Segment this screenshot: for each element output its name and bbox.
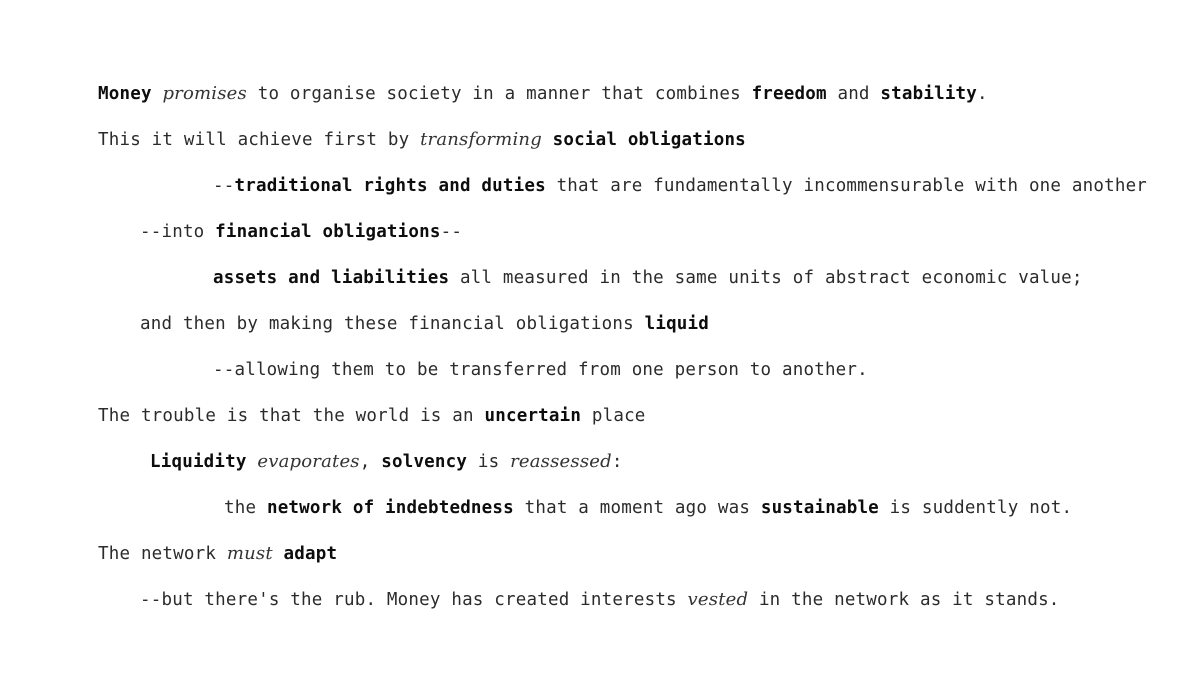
text-segment: --into (140, 222, 216, 242)
text-segment: and then by making these financial obligations (140, 314, 645, 334)
text-segment: -- (440, 222, 463, 242)
bold-phrase: freedom (751, 84, 827, 104)
italic-phrase: vested (687, 589, 749, 610)
text-segment: that a moment ago was (513, 498, 761, 518)
text-line-7 (213, 359, 868, 381)
bold-phrase: financial obligations (215, 222, 441, 242)
text-segment: . (977, 84, 988, 104)
text-segment: The network (98, 544, 227, 564)
bold-phrase: Money (98, 84, 152, 104)
italic-phrase: promises (162, 83, 247, 104)
text-segment: , (359, 452, 382, 472)
text-segment (152, 84, 163, 104)
text-line-4 (140, 221, 462, 243)
text-segment (542, 130, 553, 150)
text-segment: -- (213, 176, 235, 196)
text-segment: The trouble is that the world is an (98, 406, 485, 426)
text-line-6 (140, 313, 709, 335)
bold-phrase: Liquidity (150, 452, 247, 472)
italic-phrase: evaporates (257, 451, 360, 472)
bold-phrase: stability (880, 84, 978, 104)
italic-phrase: transforming (420, 129, 542, 150)
italic-phrase: must (226, 543, 273, 564)
text-segment: all measured in the same units of abstract economic value; (449, 268, 1083, 288)
text-segment: : (611, 452, 623, 472)
bold-phrase: uncertain (484, 406, 582, 426)
text-segment: This it will achieve first by (98, 130, 421, 150)
text-line-3 (213, 175, 1147, 197)
text-segment: in the network as it stands. (748, 590, 1060, 610)
bold-phrase: network of indebtedness (266, 498, 514, 518)
bold-phrase: adapt (283, 544, 338, 564)
text-line-8 (98, 405, 646, 427)
text-segment: is suddently not. (878, 498, 1073, 518)
bold-phrase: social obligations (552, 130, 746, 150)
text-line-2 (98, 129, 746, 151)
text-segment: --but there's the rub. Money has created interests (140, 590, 688, 610)
text-segment: the (224, 498, 267, 518)
text-line-12 (140, 589, 1060, 611)
bold-phrase: solvency (381, 452, 468, 472)
text-line-11 (98, 543, 337, 565)
text-line-10 (224, 497, 1072, 519)
text-line-5 (213, 267, 1083, 289)
italic-phrase: reassessed (510, 451, 612, 472)
text-segment: place (581, 406, 646, 426)
text-segment (247, 452, 258, 472)
bold-phrase: assets and liabilities (213, 268, 450, 288)
text-line-1 (98, 83, 988, 105)
bold-phrase: sustainable (760, 498, 879, 518)
text-line-9 (150, 451, 623, 473)
text-segment: that are fundamentally incommensurable with one another (545, 176, 1148, 196)
bold-phrase: traditional rights and duties (234, 176, 546, 196)
text-segment: and (826, 84, 881, 104)
text-segment: is (467, 452, 511, 472)
text-segment: to organise society in a manner that combines (246, 84, 752, 104)
bold-phrase: liquid (644, 314, 710, 334)
text-segment (273, 544, 284, 564)
text-segment: --allowing them to be transferred from one person to another. (213, 360, 868, 380)
